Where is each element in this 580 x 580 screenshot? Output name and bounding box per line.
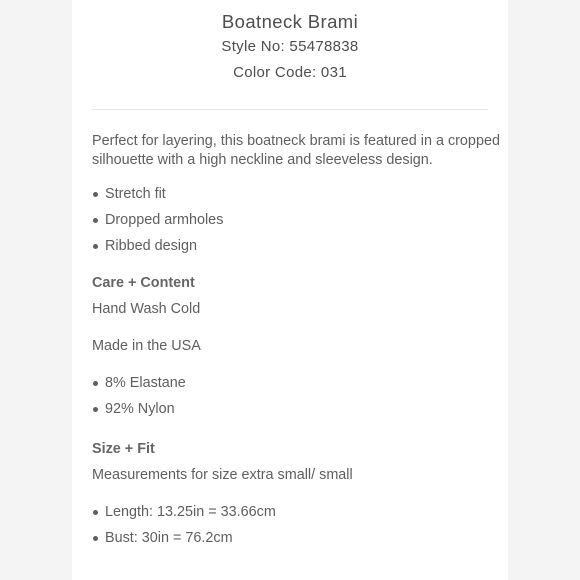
bullet-icon (93, 192, 98, 197)
product-details-panel (72, 0, 508, 580)
feature-list (92, 181, 500, 259)
product-title: Boatneck Brami (221, 11, 359, 32)
bullet-icon (93, 381, 98, 386)
header-divider (92, 109, 488, 110)
bullet-icon (93, 244, 98, 249)
style-number: Style No: 55478838 (221, 38, 359, 55)
material-item (92, 370, 500, 396)
product-description-section (92, 132, 500, 551)
feature-item (92, 233, 500, 259)
feature-label: Dropped armholes (105, 212, 224, 228)
feature-label: Stretch fit (105, 186, 166, 202)
measurement-item (92, 525, 500, 551)
care-instructions: Hand Wash Cold (92, 301, 201, 317)
material-label: 8% Elastane (105, 375, 186, 391)
materials-list (92, 370, 500, 422)
size-fit-heading: Size + Fit (92, 441, 155, 457)
care-content-heading: Care + Content (92, 275, 195, 291)
country-of-origin: Made in the USA (92, 338, 201, 354)
measurement-label: Bust: 30in = 76.2cm (105, 530, 233, 546)
bullet-icon (93, 407, 98, 412)
bullet-icon (93, 536, 98, 541)
measurement-label: Length: 13.25in = 33.66cm (105, 504, 276, 520)
measurement-item (92, 499, 500, 525)
feature-label: Ribbed design (105, 238, 198, 254)
color-code: Color Code: 031 (233, 64, 347, 81)
bullet-icon (93, 510, 98, 515)
measurements-list (92, 499, 500, 551)
bullet-icon (93, 218, 98, 223)
product-header (72, 0, 508, 86)
size-fit-note: Measurements for size extra small/ small (92, 467, 353, 483)
feature-item (92, 207, 500, 233)
product-description: Perfect for layering, this boatneck brami is featured in a cropped silhouette with a high neckline and sleeveless design. (92, 133, 500, 168)
feature-item (92, 181, 500, 207)
material-label: 92% Nylon (105, 401, 175, 417)
material-item (92, 396, 500, 422)
